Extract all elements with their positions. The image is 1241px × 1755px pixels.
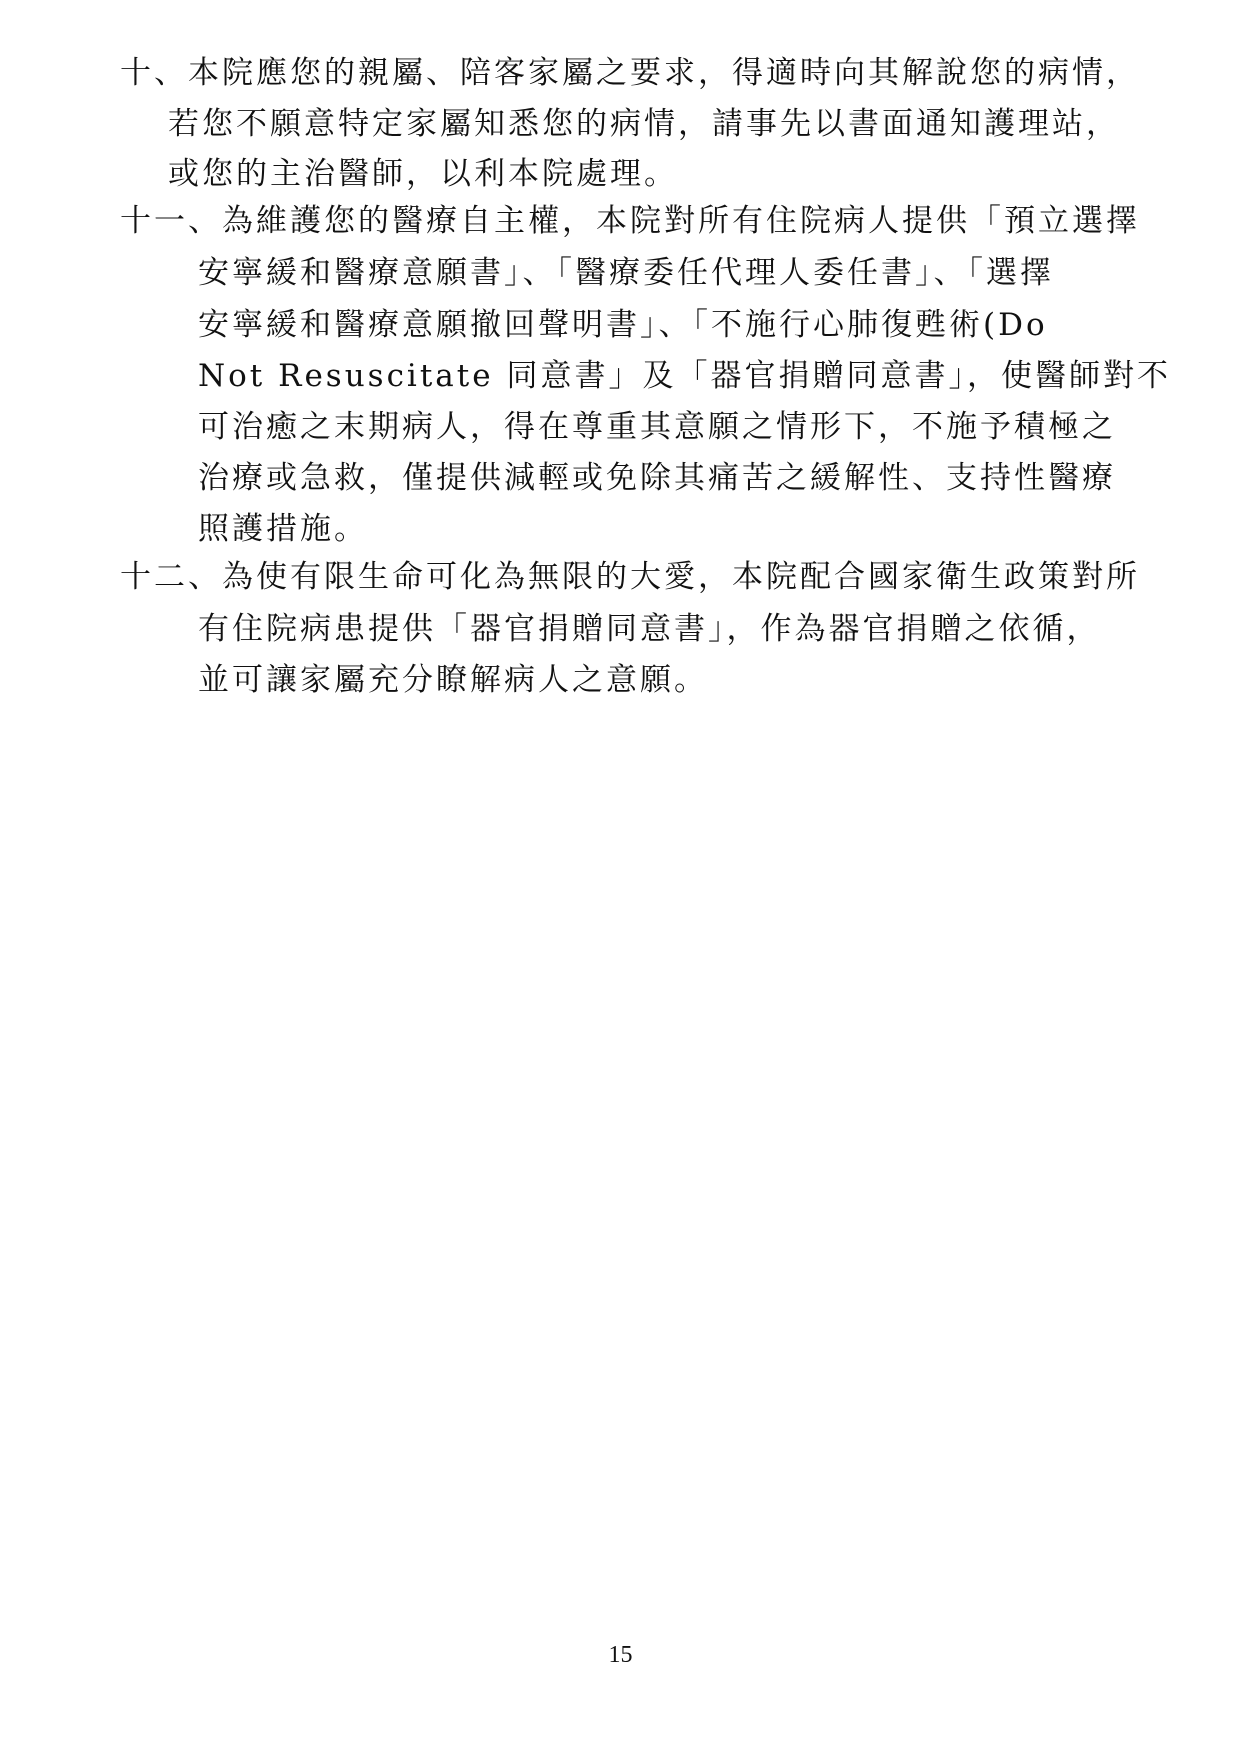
- item-11-line-5: 可治癒之末期病人，得在尊重其意願之情形下，不施予積極之: [198, 409, 1116, 445]
- item-12-line-2: 有住院病患提供「器官捐贈同意書」，作為器官捐贈之依循，: [198, 611, 1101, 647]
- item-11-line-3: 安寧緩和醫療意願撤回聲明書」、「不施行心肺復甦術(Do: [198, 307, 1048, 343]
- item-11-line-4: Not Resuscitate 同意書」及「器官捐贈同意書」，使醫師對不: [198, 358, 1171, 394]
- item-11-line-2: 安寧緩和醫療意願書」、「醫療委任代理人委任書」、「選擇: [198, 255, 1054, 291]
- item-10-line-1: 十、本院應您的親屬、陪客家屬之要求，得適時向其解說您的病情，: [120, 55, 1140, 91]
- item-10-line-3: 或您的主治醫師，以利本院處理。: [168, 156, 678, 192]
- item-11-line-1: 十一、為維護您的醫療自主權，本院對所有住院病人提供「預立選擇: [120, 203, 1140, 239]
- item-12-line-1: 十二、為使有限生命可化為無限的大愛，本院配合國家衛生政策對所: [120, 559, 1140, 595]
- item-11-line-7: 照護措施。: [198, 511, 368, 547]
- item-11-line-6: 治療或急救，僅提供減輕或免除其痛苦之緩解性、支持性醫療: [198, 460, 1116, 496]
- page-number: 15: [608, 1642, 633, 1668]
- item-10-line-2: 若您不願意特定家屬知悉您的病情，請事先以書面通知護理站，: [168, 106, 1120, 142]
- item-12-line-3: 並可讓家屬充分瞭解病人之意願。: [198, 662, 708, 698]
